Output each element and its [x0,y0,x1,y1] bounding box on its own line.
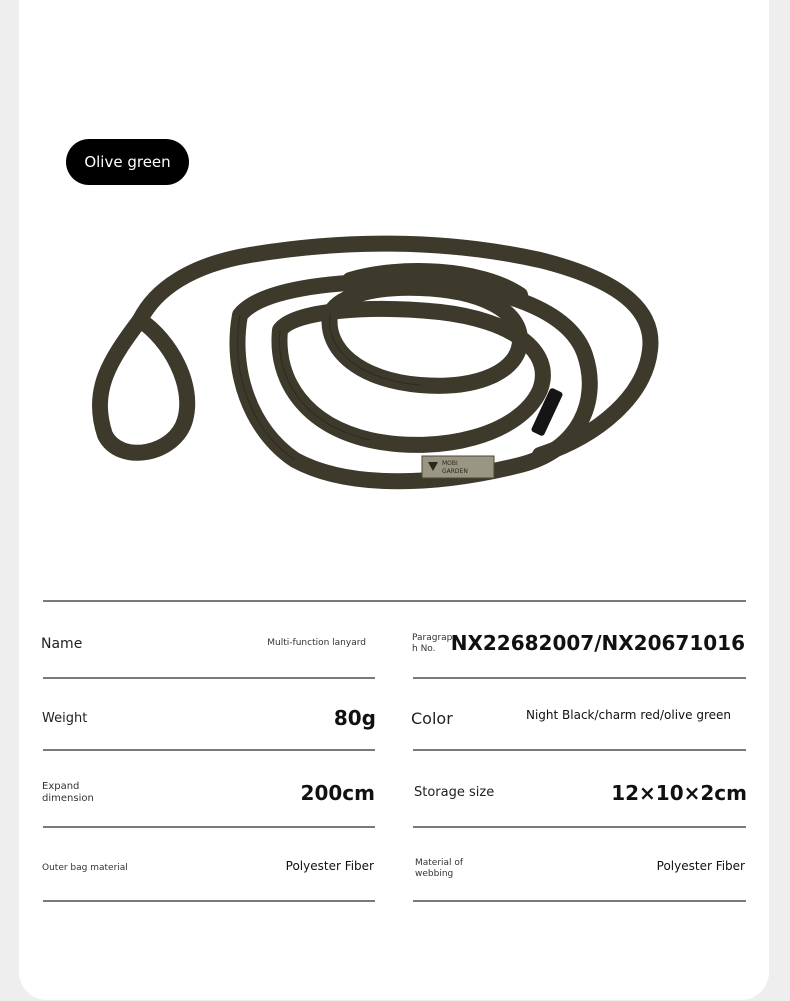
outer-bag-material-label: Outer bag material [42,863,128,873]
row-rule [413,677,746,679]
webbing-material-value: Polyester Fiber [656,859,745,873]
row-rule [43,826,375,828]
outer-bag-material-value: Polyester Fiber [285,859,374,873]
expand-dimension-label [42,781,94,805]
row-rule [43,900,375,902]
color-badge: Olive green [66,139,189,185]
storage-size-label: Storage size [414,785,495,800]
weight-value: 80g [333,706,376,730]
storage-size-value: 12×10×2cm [611,781,747,805]
table-top-rule [43,600,746,602]
weight-label: Weight [42,711,88,726]
row-rule [413,900,746,902]
paragraph-no-label [412,633,452,655]
expand-label-line1: Expand [42,781,80,792]
expand-label-line2: dimension [42,793,94,804]
row-rule [43,677,375,679]
webbing-material-label [415,858,463,880]
name-label: Name [41,636,83,652]
paragraph-no-label-line2: h No. [412,644,436,654]
color-label: Color [411,709,453,728]
paragraph-no-label-line1: Paragrap [412,633,453,643]
row-rule [413,826,746,828]
lanyard-image [80,220,680,520]
color-value: Night Black/charm red/olive green [525,708,731,722]
webbing-label-line1: Material of [415,858,464,868]
row-rule [43,749,375,751]
expand-dimension-value: 200cm [300,781,375,805]
row-rule [413,749,746,751]
paragraph-no-value: NX22682007/NX20671016 [450,631,745,655]
webbing-label-line2: webbing [415,869,454,879]
svg-text:MOBI: MOBI [442,460,458,467]
name-value: Multi-function lanyard [267,638,366,648]
svg-text:GARDEN: GARDEN [442,468,468,475]
